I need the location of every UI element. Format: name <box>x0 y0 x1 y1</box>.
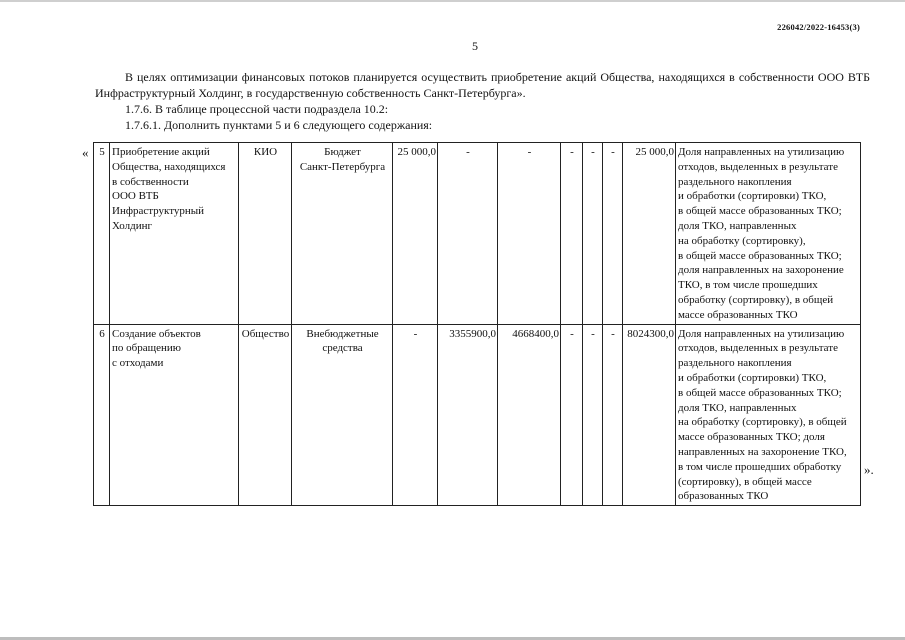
page-top-edge <box>0 0 905 2</box>
table-row <box>94 324 861 506</box>
paragraph-optimization: В целях оптимизации финансовых потоков планируется осуществить приобретение акций Общества, находящихся в собственности ООО ВТБ Инфраструктурный Холдинг, в государственную собственность Санкт-Петербурга». <box>95 70 870 100</box>
year-value-cell: - <box>583 324 603 506</box>
measure-name: Приобретение акций Общества, находящихся в собственности ООО ВТБ Инфраструктурный Холдинг <box>110 143 239 325</box>
year-value-cell: - <box>438 143 498 325</box>
indicator-cell: Доля направленных на утилизацию отходов, выделенных в результате раздельного накопления и обработки (сортировки) ТКО, в общей массе образованных ТКО; доля ТКО, направленных на обработку (сортировку), в общей массе образованных ТКО; доля направленных на захоронение ТКО, в том числе прошедших обработку (сортировку), в общей массе образованных ТКО <box>676 143 861 325</box>
paragraph-item-1-7-6: 1.7.6. В таблице процессной части подраздела 10.2: <box>125 102 389 116</box>
year-value-cell: - <box>393 324 438 506</box>
table-row <box>94 143 861 325</box>
measure-name: Создание объектов по обращению с отходами <box>110 324 239 506</box>
executor-cell: Общество <box>239 324 292 506</box>
year-value-cell: 3355900,0 <box>438 324 498 506</box>
year-value-cell: - <box>498 143 561 325</box>
year-value-cell: 25 000,0 <box>393 143 438 325</box>
document-id: 226042/2022-16453(3) <box>777 22 860 32</box>
opening-quote-mark: « <box>82 145 89 160</box>
paragraph-item-1-7-6-1: 1.7.6.1. Дополнить пунктами 5 и 6 следующего содержания: <box>125 118 433 132</box>
process-table <box>93 142 861 506</box>
total-cell: 25 000,0 <box>623 143 676 325</box>
year-value-cell: - <box>603 143 623 325</box>
year-value-cell: - <box>583 143 603 325</box>
total-cell: 8024300,0 <box>623 324 676 506</box>
indicator-cell: Доля направленных на утилизацию отходов, выделенных в результате раздельного накопления и обработки (сортировки) ТКО, в общей массе образованных ТКО; доля ТКО, направленных на обработку (сортировку), в общей массе образованных ТКО; доля направленных на захоронение ТКО, в том числе прошедших обработку (сортировку), в общей массе образованных ТКО <box>676 324 861 506</box>
row-number: 5 <box>94 143 110 325</box>
funding-source-cell: Внебюджетные средства <box>292 324 393 506</box>
page-number: 5 <box>472 39 478 53</box>
row-number: 6 <box>94 324 110 506</box>
year-value-cell: - <box>561 143 583 325</box>
closing-quote-mark: ». <box>864 462 874 477</box>
year-value-cell: - <box>603 324 623 506</box>
funding-source-cell: Бюджет Санкт-Петербурга <box>292 143 393 325</box>
year-value-cell: - <box>561 324 583 506</box>
year-value-cell: 4668400,0 <box>498 324 561 506</box>
executor-cell: КИО <box>239 143 292 325</box>
